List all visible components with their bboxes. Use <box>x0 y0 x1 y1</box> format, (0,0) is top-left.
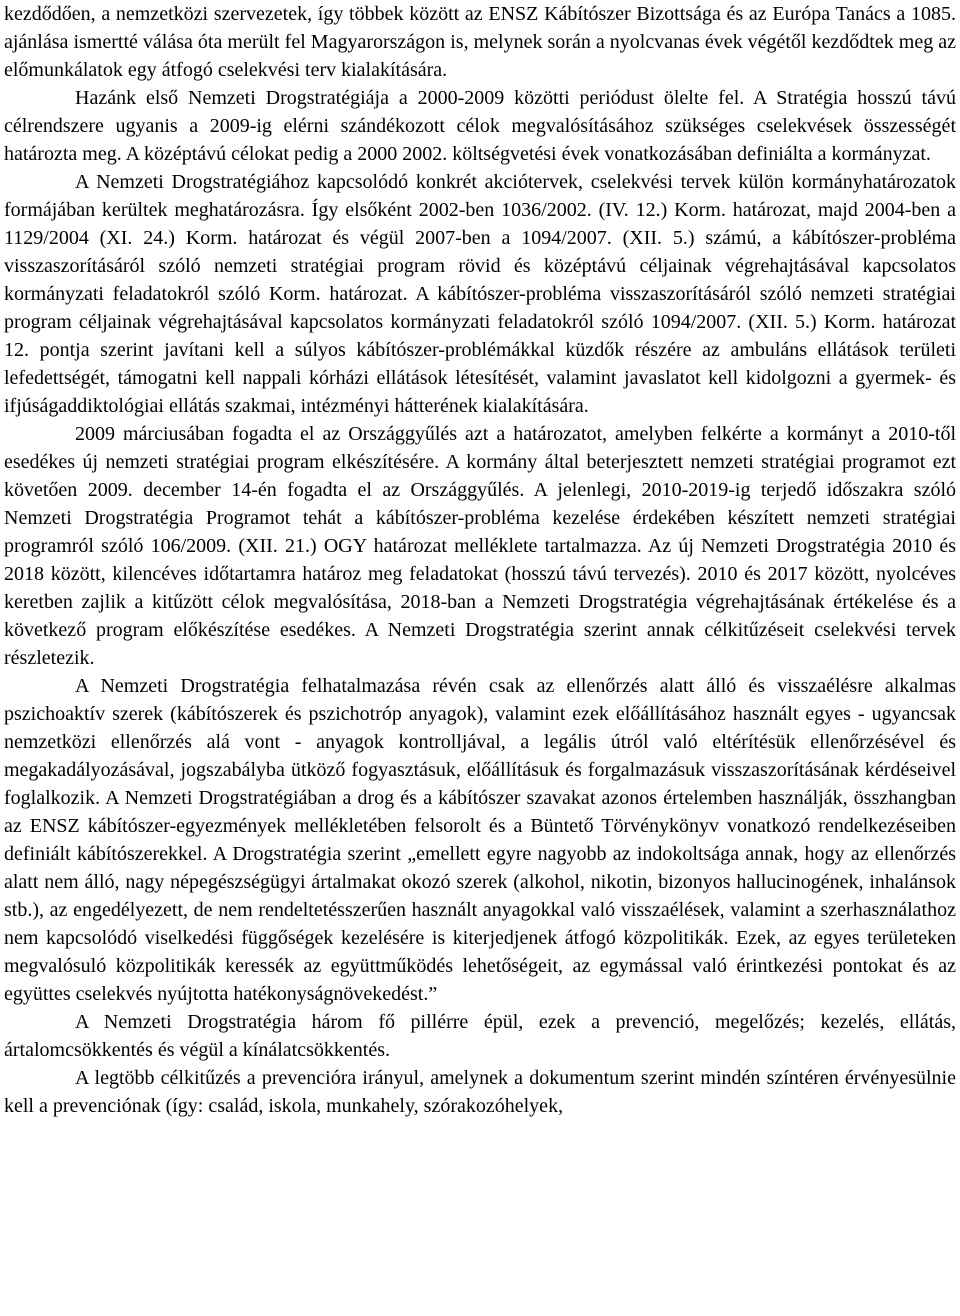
paragraph-first-drug-strategy: Hazánk első Nemzeti Drogstratégiája a 2000-2009 közötti periódust ölelte fel. A Stratégia hosszú távú célrendszere ugyanis a 2009-ig elérni szándékozott célok megvalósításához szükséges cselekvések összességét határozta meg. A középtávú célokat pedig a 2000 2002. költségvetési évek vonatkozásában definiálta a kormányzat. <box>4 87 956 165</box>
paragraph-intro-continuation: kezdődően, a nemzetközi szervezetek, így többek között az ENSZ Kábítószer Bizottsága és az Európa Tanács a 1085. ajánlása ismertté válása óta merült fel Magyarországon is, melynek során a nyolcvanas évek végétől kezdődtek meg az előmunkálatok egy átfogó cselekvési terv kialakítására. <box>4 3 956 81</box>
paragraph-three-pillars: A Nemzeti Drogstratégia három fő pillérre épül, ezek a prevenció, megelőzés; kezelés, ellátás, ártalomcsökkentés és végül a kínálatcsökkentés. <box>4 1011 956 1061</box>
document-page <box>4 0 956 1120</box>
paragraph-strategy-scope: A Nemzeti Drogstratégia felhatalmazása révén csak az ellenőrzés alatt álló és visszaélésre alkalmas pszichoaktív szerek (kábítószerek és pszichotróp anyagok), valamint ezek előállításához használt egyes - ugyancsak nemzetközi ellenőrzés alá vont - anyagok kontrolljával, a legális útról való eltérítésük ellenőrzésével és megakadályozásával, jogszabályba ütköző fogyasztásuk, előállításuk és forgalmazásuk visszaszorításának kérdéseivel foglalkozik. A Nemzeti Drogstratégiában a drog és a kábítószer szavakat azonos értelemben használják, összhangban az ENSZ kábítószer-egyezmények mellékletében felsorolt és a Büntető Törvénykönyv vonatkozó rendelkezéseiben definiált kábítószerekkel. A Drogstratégia szerint „emellett egyre nagyobb az indokoltsága annak, hogy az ellenőrzés alatt nem álló, nagy népegészségügyi ártalmakat okozó szerek (alkohol, nikotin, bizonyos hallucinogének, inhalánsok stb.), az engedélyezett, de nem rendeltetésszerűen használt anyagokkal való visszaélések, valamint a szerhasználathoz nem kapcsolódó viselkedési függőségek kezelésére is kiterjedjenek átfogó közpolitikák. Ezek, az egyes területeken megvalósuló közpolitikák keressék az együttműködés lehetőségeit, az egymással való érintkezési pontokat és az együttes cselekvés nyújtotta hatékonyságnövekedést.” <box>4 675 956 1005</box>
paragraph-new-strategy-2010: 2009 márciusában fogadta el az Országgyűlés azt a határozatot, amelyben felkérte a kormányt a 2010-től esedékes új nemzeti stratégiai program elkészítésére. A kormány által beterjesztett nemzeti stratégiai programot ezt követően 2009. december 14-én fogadta el az Országgyűlés. A jelenlegi, 2010-2019-ig terjedő időszakra szóló Nemzeti Drogstratégia Programot tehát a kábítószer-probléma kezelése érdekében készített nemzeti stratégiai programról szóló 106/2009. (XII. 21.) OGY határozat melléklete tartalmazza. Az új Nemzeti Drogstratégia 2010 és 2018 között, kilencéves időtartamra határoz meg feladatokat (hosszú távú tervezés). 2010 és 2017 között, nyolcéves keretben zajlik a kitűzött célok megvalósítása, 2018-ban a Nemzeti Drogstratégia végrehajtásának értékelése és a következő program előkészítése esedékes. A Nemzeti Drogstratégia szerint annak célkitűzéseit cselekvési tervek részletezik. <box>4 423 956 669</box>
paragraph-action-plans: A Nemzeti Drogstratégiához kapcsolódó konkrét akciótervek, cselekvési tervek külön kormányhatározatok formájában kerültek meghatározásra. Így elsőként 2002-ben 1036/2002. (IV. 12.) Korm. határozat, majd 2004-ben a 1129/2004 (XI. 24.) Korm. határozat és végül 2007-ben a 1094/2007. (XII. 5.) számú, a kábítószer-probléma visszaszorításáról szóló nemzeti stratégiai program rövid és középtávú céljainak végrehajtásával kapcsolatos kormányzati feladatokról szóló Korm. határozat. A kábítószer-probléma visszaszorításáról szóló nemzeti stratégiai program céljainak végrehajtásával kapcsolatos kormányzati feladatokról szóló 1094/2007. (XII. 5.) Korm. határozat 12. pontja szerint javítani kell a súlyos kábítószer-problémákkal küzdők részére az ambuláns ellátások területi lefedettségét, támogatni kell nappali kórházi ellátások létesítését, valamint javaslatot kell kidolgozni a gyermek- és ifjúságaddiktológiai ellátás szakmai, intézményi hátterének kialakítására. <box>4 171 956 417</box>
paragraph-prevention: A legtöbb célkitűzés a prevencióra irányul, amelynek a dokumentum szerint mindén színtéren érvényesülnie kell a prevenciónak (így: család, iskola, munkahely, szórakozóhelyek, <box>4 1067 956 1117</box>
